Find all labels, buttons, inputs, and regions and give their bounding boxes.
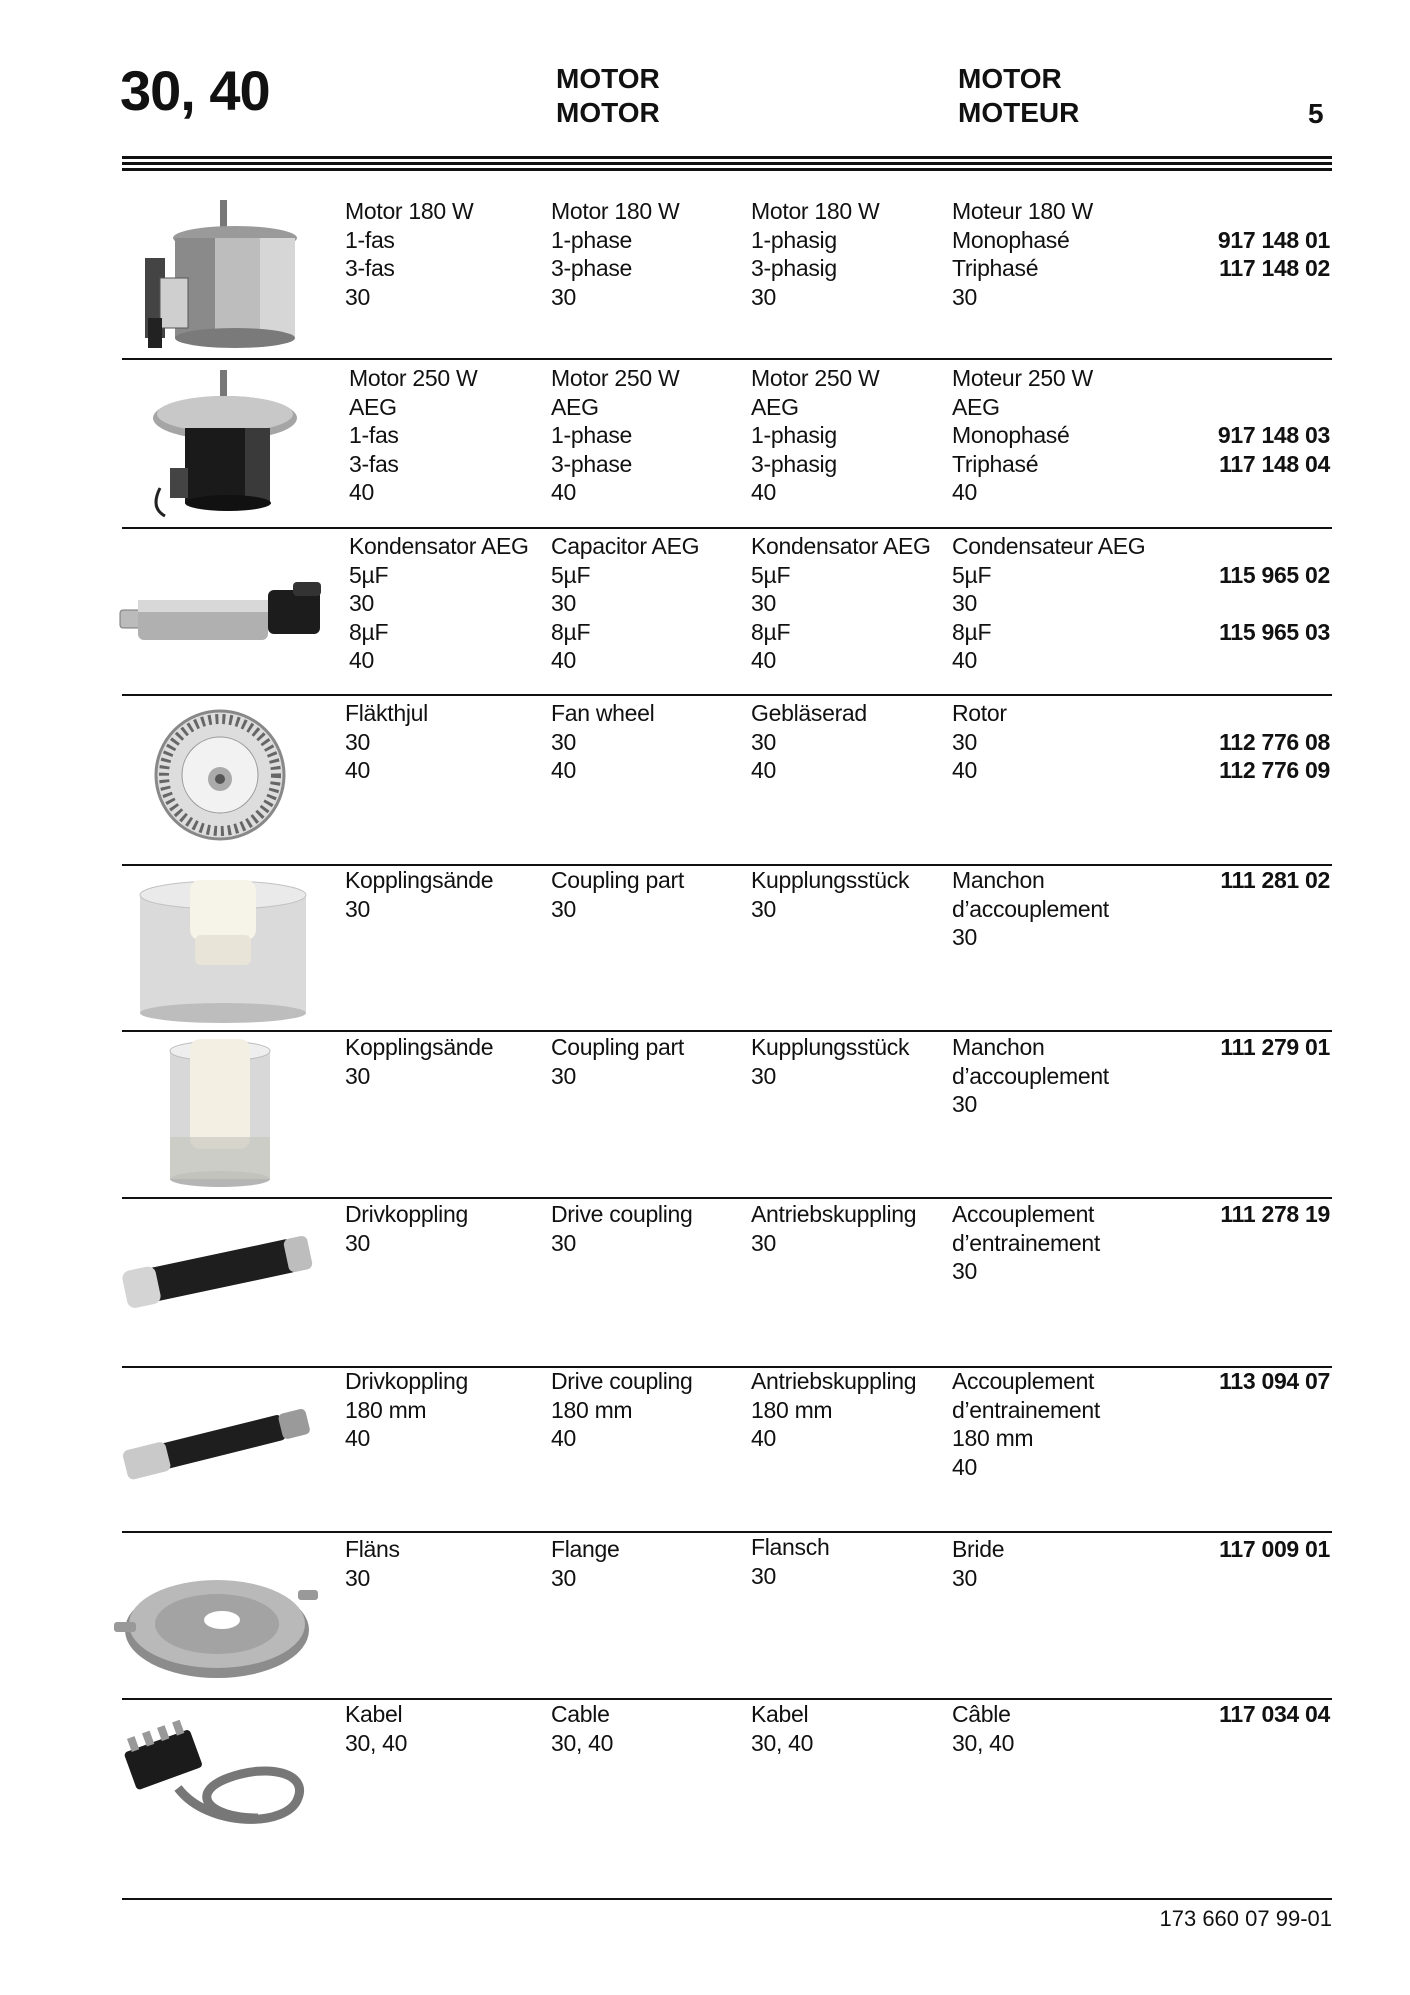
de-text-row0: Motor 180 W 1-phasig 3-phasig 30 [751,198,880,310]
en-text-row9: Cable 30, 40 [551,1701,614,1756]
fr-text-row6: Accouplement d’entrainement 30 [952,1201,1100,1284]
part-number-row5: 111 279 01 [1220,1034,1330,1060]
sv-text-row6: Drivkoppling 30 [345,1201,468,1256]
de-text-row4: Kupplungsstück 30 [751,867,910,922]
en-text-row6: Drive coupling 30 [551,1201,693,1256]
en-text-row7: Drive coupling 180 mm 40 [551,1368,693,1451]
sv-text-row3: Fläkthjul 30 40 [345,700,428,783]
fan-wheel-icon [150,705,290,845]
header-col1-line1: MOTOR [556,63,660,94]
row-divider [122,358,1332,360]
en-text-row0: Motor 180 W 1-phase 3-phase 30 [551,198,680,310]
fr-text-row0: Moteur 180 W Monophasé Triphasé 30 [952,198,1093,310]
part-number-row6: 111 278 19 [1220,1201,1330,1227]
part-number-row7: 113 094 07 [1219,1368,1330,1394]
de-text-row3: Gebläserad 30 40 [751,700,867,783]
drive-coupling-long-icon [118,1400,318,1490]
part-number-row9: 117 034 04 [1219,1701,1330,1727]
en-text-row3: Fan wheel 30 40 [551,700,655,783]
de-text-row8: Flansch 30 [751,1534,830,1589]
fr-text-row2: Condensateur AEG 5µF 30 8µF 40 [952,533,1146,673]
de-text-row5: Kupplungsstück 30 [751,1034,910,1089]
en-text-row1: Motor 250 W AEG 1-phase 3-phase 40 [551,365,680,505]
drive-coupling-short-icon [118,1232,318,1312]
capacitor-icon [118,568,328,648]
sv-text-row1: Motor 250 W AEG 1-fas 3-fas 40 [349,365,478,505]
sv-text-row9: Kabel 30, 40 [345,1701,408,1756]
de-text-row7: Antriebskuppling 180 mm 40 [751,1368,917,1451]
fr-text-row1: Moteur 250 W AEG Monophasé Triphasé 40 [952,365,1093,505]
header-col2-line2: MOTEUR [958,97,1080,128]
part-number-row8: 117 009 01 [1219,1536,1330,1562]
header-col1-line2: MOTOR [556,97,660,128]
en-text-row4: Coupling part 30 [551,867,684,922]
part-number-row3: 112 776 08 112 776 09 [1219,728,1330,783]
document-number: 173 660 07 99-01 [1159,1906,1332,1931]
header-rule-2 [122,162,1332,165]
fr-text-row9: Câble 30, 40 [952,1701,1015,1756]
fr-text-row5: Manchon d’accouplement 30 [952,1034,1109,1117]
header-rule-3 [122,168,1332,171]
header-rule-1 [122,156,1332,159]
en-text-row2: Capacitor AEG 5µF 30 8µF 40 [551,533,700,673]
de-text-row2: Kondensator AEG 5µF 30 8µF 40 [751,533,931,673]
row-divider [122,694,1332,696]
header-col1 [556,62,660,130]
sv-text-row2: Kondensator AEG 5µF 30 8µF 40 [349,533,529,673]
row-divider [122,1197,1332,1199]
row-divider [122,1366,1332,1368]
sv-text-row7: Drivkoppling 180 mm 40 [345,1368,468,1451]
header-col2 [958,62,1079,130]
model-title: 30, 40 [120,59,270,122]
sv-text-row5: Kopplingsände 30 [345,1034,494,1089]
page-number: 5 [1308,98,1324,129]
coupling-part-tall-icon [165,1037,275,1189]
motor-250w-icon [150,368,310,518]
row-divider [122,1698,1332,1700]
row-divider [122,864,1332,866]
flange-icon [112,1560,322,1684]
part-number-row2: 115 965 02 115 965 03 [1219,562,1330,645]
sv-text-row8: Fläns 30 [345,1536,400,1591]
part-number-row0: 917 148 01 117 148 02 [1217,226,1330,281]
en-text-row5: Coupling part 30 [551,1034,684,1089]
de-text-row9: Kabel 30, 40 [751,1701,814,1756]
fr-text-row3: Rotor 30 40 [952,700,1007,783]
de-text-row1: Motor 250 W AEG 1-phasig 3-phasig 40 [751,365,880,505]
footer-rule [122,1898,1332,1900]
part-number-row1: 917 148 03 117 148 04 [1217,422,1330,477]
coupling-part-wide-icon [135,875,311,1025]
en-text-row8: Flange 30 [551,1536,620,1591]
fr-text-row7: Accouplement d’entrainement 180 mm 40 [952,1368,1100,1480]
de-text-row6: Antriebskuppling 30 [751,1201,917,1256]
part-number-row4: 111 281 02 [1220,867,1330,893]
sv-text-row0: Motor 180 W 1-fas 3-fas 30 [345,198,474,310]
row-divider [122,1030,1332,1032]
fr-text-row8: Bride 30 [952,1536,1005,1591]
row-divider [122,527,1332,529]
row-divider [122,1531,1332,1533]
cable-icon [118,1718,318,1838]
fr-text-row4: Manchon d’accouplement 30 [952,867,1109,950]
header-col2-line1: MOTOR [958,63,1062,94]
motor-180w-icon [140,198,300,350]
sv-text-row4: Kopplingsände 30 [345,867,494,922]
